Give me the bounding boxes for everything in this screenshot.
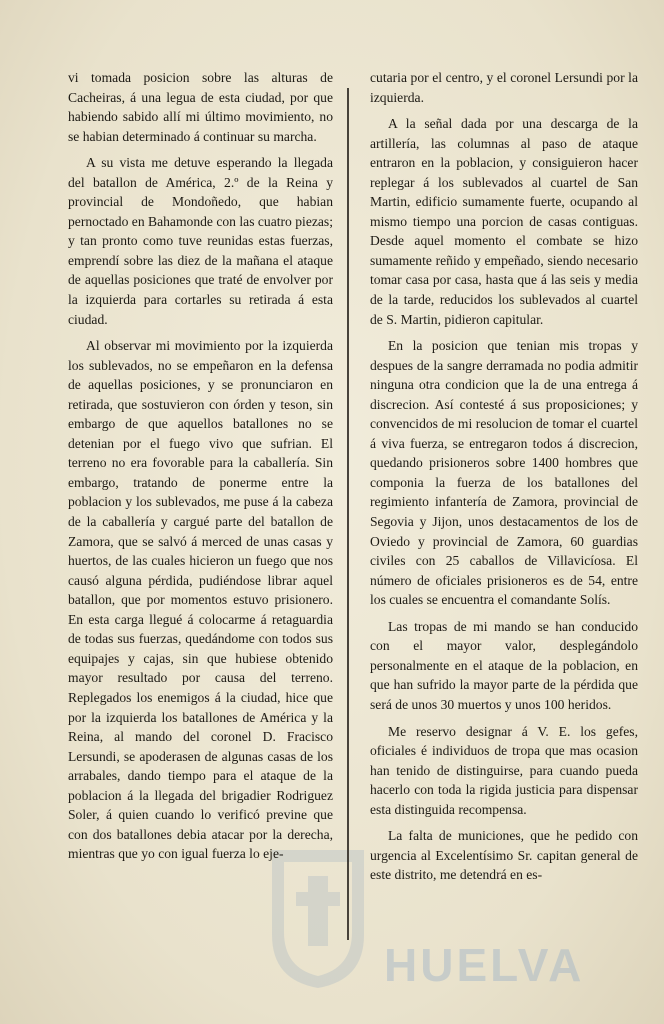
left-column bbox=[68, 68, 333, 871]
paragraph: Al observar mi movimiento por la izquierda los sublevados, no se empeñaron en la defensa de aquellas posiciones, y se pronunciaron en retirada, que sostuvieron con órden y teson, sin embargo de que aquellos batallones no se detenian por el fuego vivo que sufrian. El terreno no era fovorable para la caballería. Sin embargo, tratando de ponerme entre la poblacion y los sublevados, me puse á la cabeza de la caballería y cargué parte del batallon de Zamora, que se salvó á merced de unas casas y huertos, de las cuales hicieron un fuego que nos causó alguna pérdida, pudiéndose librar aquel batallon, que por momentos estuvo prisionero. En esta carga llegué á colocarme á retaguardia de todas sus fuerzas, quedándome con todos sus equipajes y cajas, sin que hubiese obtenido mayor resultado por causa del terreno. Replegados los enemigos á la ciudad, hice que por la izquierda los batallones de América y la Reina, al mando del coronel D. Fracisco Lersundi, se apoderasen de algunas casas de los arrabales, dando tiempo para el ataque de la poblacion á la llegada del brigadier Rodriguez Soler, á quien cuando lo verificó previne que con dos batallones debia atacar por la derecha, mientras que yo con igual fuerza lo eje- bbox=[68, 338, 333, 862]
paragraph: Me reservo designar á V. E. los gefes, oficiales é individuos de tropa que mas ocasion han tenido de distinguirse, para cuando pueda hacerlo con toda la rigida justicia para dispensar esta distinguida recompensa. bbox=[370, 723, 638, 817]
paragraph: vi tomada posicion sobre las alturas de Cacheiras, á una legua de esta ciudad, por que habiendo sabido allí mi último movimiento, no se habian determinado á continuar su marcha. bbox=[68, 70, 333, 144]
huelva-watermark: HUELVA bbox=[384, 939, 585, 991]
paragraph: A la señal dada por una descarga de la artillería, las columnas al paso de ataque entraron en la poblacion, y consiguieron hacer replegar á los sublevados al cuartel de San Martin, edificio sumamente fuerte, ocupando al mismo tiempo una porcion de casas contiguas. Desde aquel momento el combate se hizo sumamente reñido y empeñado, siendo necesario tomar casa por casa, hasta que á las seis y media de la tarde, reducidos los sublevados al cuartel de S. Martin, pidieron capitular. bbox=[370, 116, 638, 327]
paragraph: En la posicion que tenian mis tropas y despues de la sangre derramada no podia admitir ninguna otra condicion que la de una entrega á discrecion. Así contesté á sus proposiciones; y convencidos de mi resolucion de tomar el cuartel á viva fuerza, se entregaron todos á discrecion, quedando prisioneros sobre 1400 hombres que componia la fuerza de los batallones del regimiento infantería de Zamora, provincial de Segovia y Jijon, unos destacamentos de los de Oviedo y provincial de Zamora, 60 guardias civiles con 25 caballos de Villavicíosa. El número de oficiales prisioneros es de 54, entre los cuales se encuentra el comandante Solís. bbox=[370, 338, 638, 608]
paragraph: cutaria por el centro, y el coronel Lersundi por la izquierda. bbox=[370, 70, 638, 105]
paragraph: A su vista me detuve esperando la llegada del batallon de América, 2.º de la Reina y provincial de Mondoñedo, que habian pernoctado en Bahamonde con las cuatro piezas; y tan pronto como tuve reunidas estas fuerzas, emprendí sobre las diez de la mañana el ataque de aquellas posiciones que traté de envolver por la izquierda para cortarles su retirada á esta ciudad. bbox=[68, 155, 333, 327]
right-column bbox=[370, 68, 638, 892]
paragraph: La falta de municiones, que he pedido con urgencia al Excelentísimo Sr. capitan general de este distrito, me detendrá en es- bbox=[370, 828, 638, 883]
paragraph: Las tropas de mi mando se han conducido con el mayor valor, desplegándolo personalmente en el ataque de la poblacion, en que han sufrido la mayor parte de la pérdida que será de unos 30 muertos y unos 100 heridos. bbox=[370, 618, 638, 712]
column-divider bbox=[347, 88, 349, 940]
